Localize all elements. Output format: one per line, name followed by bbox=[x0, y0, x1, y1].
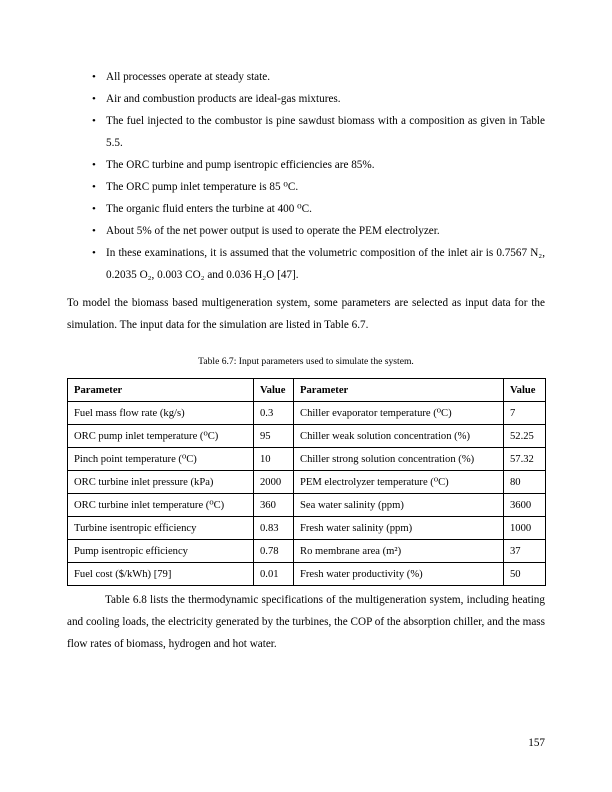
table-row bbox=[68, 494, 546, 517]
bullet-icon: • bbox=[92, 247, 96, 259]
list-item-text: The ORC turbine and pump isentropic efficiencies are 85%. bbox=[106, 159, 375, 171]
cell-value-right: 57.32 bbox=[504, 448, 546, 471]
table-row bbox=[68, 563, 546, 586]
bullet-icon: • bbox=[92, 181, 96, 193]
column-header-parameter-right: Parameter bbox=[294, 379, 504, 402]
list-item-text: In these examinations, it is assumed that the volumetric composition of the inlet air is 0.7567 N₂, 0.2035 O₂, 0.003 CO₂ and 0.036 H₂O [47]. bbox=[106, 247, 545, 281]
bullet-icon: • bbox=[92, 225, 96, 237]
table-header-row bbox=[68, 379, 546, 402]
cell-value-right: 80 bbox=[504, 471, 546, 494]
cell-parameter-left: Fuel cost ($/kWh) [79] bbox=[68, 563, 254, 586]
list-item-text: All processes operate at steady state. bbox=[106, 71, 271, 83]
list-item bbox=[67, 66, 545, 88]
intro-paragraph: To model the biomass based multigeneration system, some parameters are selected as input data for the simulation. The input data for the simulation are listed in Table 6.7. bbox=[67, 297, 545, 331]
cell-value-left: 95 bbox=[254, 425, 294, 448]
column-header-value-left: Value bbox=[254, 379, 294, 402]
input-parameters-table bbox=[67, 378, 545, 586]
bullet-icon: • bbox=[92, 203, 96, 215]
page-number: 157 bbox=[528, 737, 545, 749]
cell-value-right: 50 bbox=[504, 563, 546, 586]
cell-parameter-right: Fresh water salinity (ppm) bbox=[294, 517, 504, 540]
list-item bbox=[67, 88, 545, 110]
list-item bbox=[67, 220, 545, 242]
outro-paragraph: Table 6.8 lists the thermodynamic specifications of the multigeneration system, including heating and cooling loads, the electricity generated by the turbines, the COP of the absorption chiller, and the mass flow rates of biomass, hydrogen and hot water. bbox=[67, 594, 545, 650]
column-header-value-right: Value bbox=[504, 379, 546, 402]
assumptions-list bbox=[67, 66, 545, 286]
cell-parameter-right: Fresh water productivity (%) bbox=[294, 563, 504, 586]
column-header-parameter-left: Parameter bbox=[68, 379, 254, 402]
cell-parameter-right: Ro membrane area (m²) bbox=[294, 540, 504, 563]
bullet-icon: • bbox=[92, 93, 96, 105]
bullet-icon: • bbox=[92, 71, 96, 83]
cell-value-left: 0.01 bbox=[254, 563, 294, 586]
list-item bbox=[67, 176, 545, 198]
cell-parameter-left: Pump isentropic efficiency bbox=[68, 540, 254, 563]
cell-parameter-right: Chiller strong solution concentration (%) bbox=[294, 448, 504, 471]
cell-parameter-right: PEM electrolyzer temperature (⁰C) bbox=[294, 471, 504, 494]
cell-parameter-left: Turbine isentropic efficiency bbox=[68, 517, 254, 540]
list-item bbox=[67, 110, 545, 154]
list-item bbox=[67, 242, 545, 286]
table-caption: Table 6.7: Input parameters used to simulate the system. bbox=[198, 356, 414, 367]
cell-value-left: 0.3 bbox=[254, 402, 294, 425]
cell-parameter-right: Chiller evaporator temperature (⁰C) bbox=[294, 402, 504, 425]
cell-value-right: 1000 bbox=[504, 517, 546, 540]
table-row bbox=[68, 471, 546, 494]
table-row bbox=[68, 517, 546, 540]
cell-parameter-right: Chiller weak solution concentration (%) bbox=[294, 425, 504, 448]
list-item-text: The ORC pump inlet temperature is 85 ⁰C. bbox=[106, 181, 299, 193]
cell-value-right: 7 bbox=[504, 402, 546, 425]
cell-parameter-left: ORC turbine inlet pressure (kPa) bbox=[68, 471, 254, 494]
list-item bbox=[67, 198, 545, 220]
cell-parameter-left: Pinch point temperature (⁰C) bbox=[68, 448, 254, 471]
bullet-icon: • bbox=[92, 159, 96, 171]
table-row bbox=[68, 448, 546, 471]
bullet-icon: • bbox=[92, 115, 96, 127]
cell-parameter-left: ORC turbine inlet temperature (⁰C) bbox=[68, 494, 254, 517]
cell-value-left: 360 bbox=[254, 494, 294, 517]
cell-value-right: 52.25 bbox=[504, 425, 546, 448]
cell-value-right: 3600 bbox=[504, 494, 546, 517]
cell-value-right: 37 bbox=[504, 540, 546, 563]
cell-parameter-right: Sea water salinity (ppm) bbox=[294, 494, 504, 517]
list-item-text: About 5% of the net power output is used to operate the PEM electrolyzer. bbox=[106, 225, 440, 237]
table-row bbox=[68, 425, 546, 448]
list-item bbox=[67, 154, 545, 176]
cell-value-left: 0.78 bbox=[254, 540, 294, 563]
list-item-text: The fuel injected to the combustor is pine sawdust biomass with a composition as given in Table 5.5. bbox=[106, 115, 545, 149]
table-row bbox=[68, 402, 546, 425]
list-item-text: Air and combustion products are ideal-gas mixtures. bbox=[106, 93, 341, 105]
cell-value-left: 2000 bbox=[254, 471, 294, 494]
cell-parameter-left: Fuel mass flow rate (kg/s) bbox=[68, 402, 254, 425]
cell-value-left: 0.83 bbox=[254, 517, 294, 540]
table-body bbox=[68, 402, 546, 586]
table-row bbox=[68, 540, 546, 563]
cell-value-left: 10 bbox=[254, 448, 294, 471]
cell-parameter-left: ORC pump inlet temperature (⁰C) bbox=[68, 425, 254, 448]
list-item-text: The organic fluid enters the turbine at 400 ⁰C. bbox=[106, 203, 312, 215]
